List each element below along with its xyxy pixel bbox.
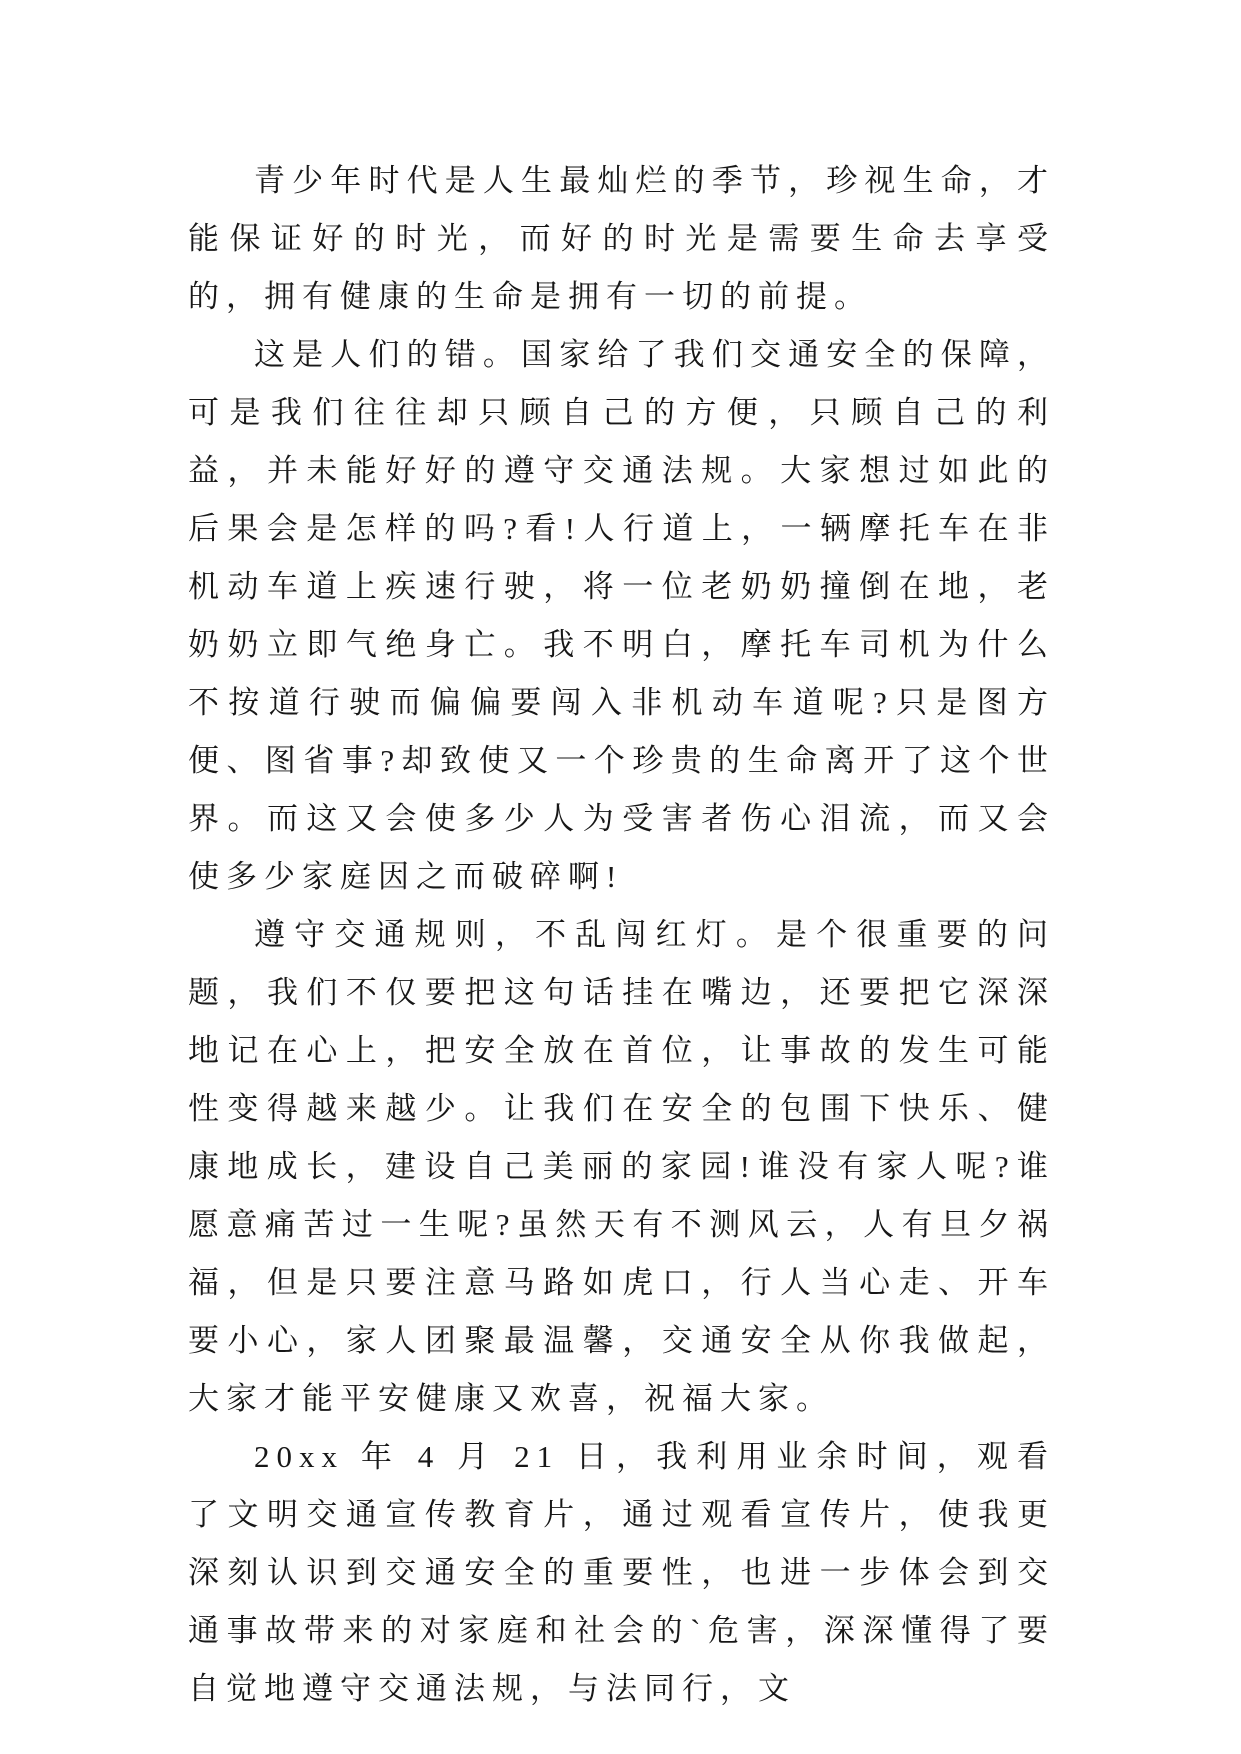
paragraph: 这是人们的错。国家给了我们交通安全的保障，可是我们往往却只顾自己的方便，只顾自己的利益，并未能好好的遵守交通法规。大家想过如此的后果会是怎样的吗?看!人行道上，一辆摩托车在非机动车道上疾速行驶，将一位老奶奶撞倒在地，老奶奶立即气绝身亡。我不明白，摩托车司机为什么不按道行驶而偏偏要闯入非机动车道呢?只是图方便、图省事?却致使又一个珍贵的生命离开了这个世界。而这又会使多少人为受害者伤心泪流，而又会使多少家庭因之而破碎啊!	[188, 337, 1055, 894]
paragraph: 青少年时代是人生最灿烂的季节，珍视生命，才能保证好的时光，而好的时光是需要生命去享受的，拥有健康的生命是拥有一切的前提。	[188, 163, 1055, 314]
paragraph: 遵守交通规则，不乱闯红灯。是个很重要的问题，我们不仅要把这句话挂在嘴边，还要把它深深地记在心上，把安全放在首位，让事故的发生可能性变得越来越少。让我们在安全的包围下快乐、健康地成长，建设自己美丽的家园!谁没有家人呢?谁愿意痛苦过一生呢?虽然天有不测风云，人有旦夕祸福，但是只要注意马路如虎口，行人当心走、开车要小心，家人团聚最温馨，交通安全从你我做起，大家才能平安健康又欢喜，祝福大家。	[188, 917, 1055, 1416]
paragraph: 20xx 年 4 月 21 日，我利用业余时间，观看了文明交通宣传教育片，通过观看宣传片，使我更深刻认识到交通安全的重要性，也进一步体会到交通事故带来的对家庭和社会的`危害，深深懂得了要自觉地遵守交通法规，与法同行，文	[188, 1439, 1055, 1706]
document-body	[188, 152, 1055, 1718]
